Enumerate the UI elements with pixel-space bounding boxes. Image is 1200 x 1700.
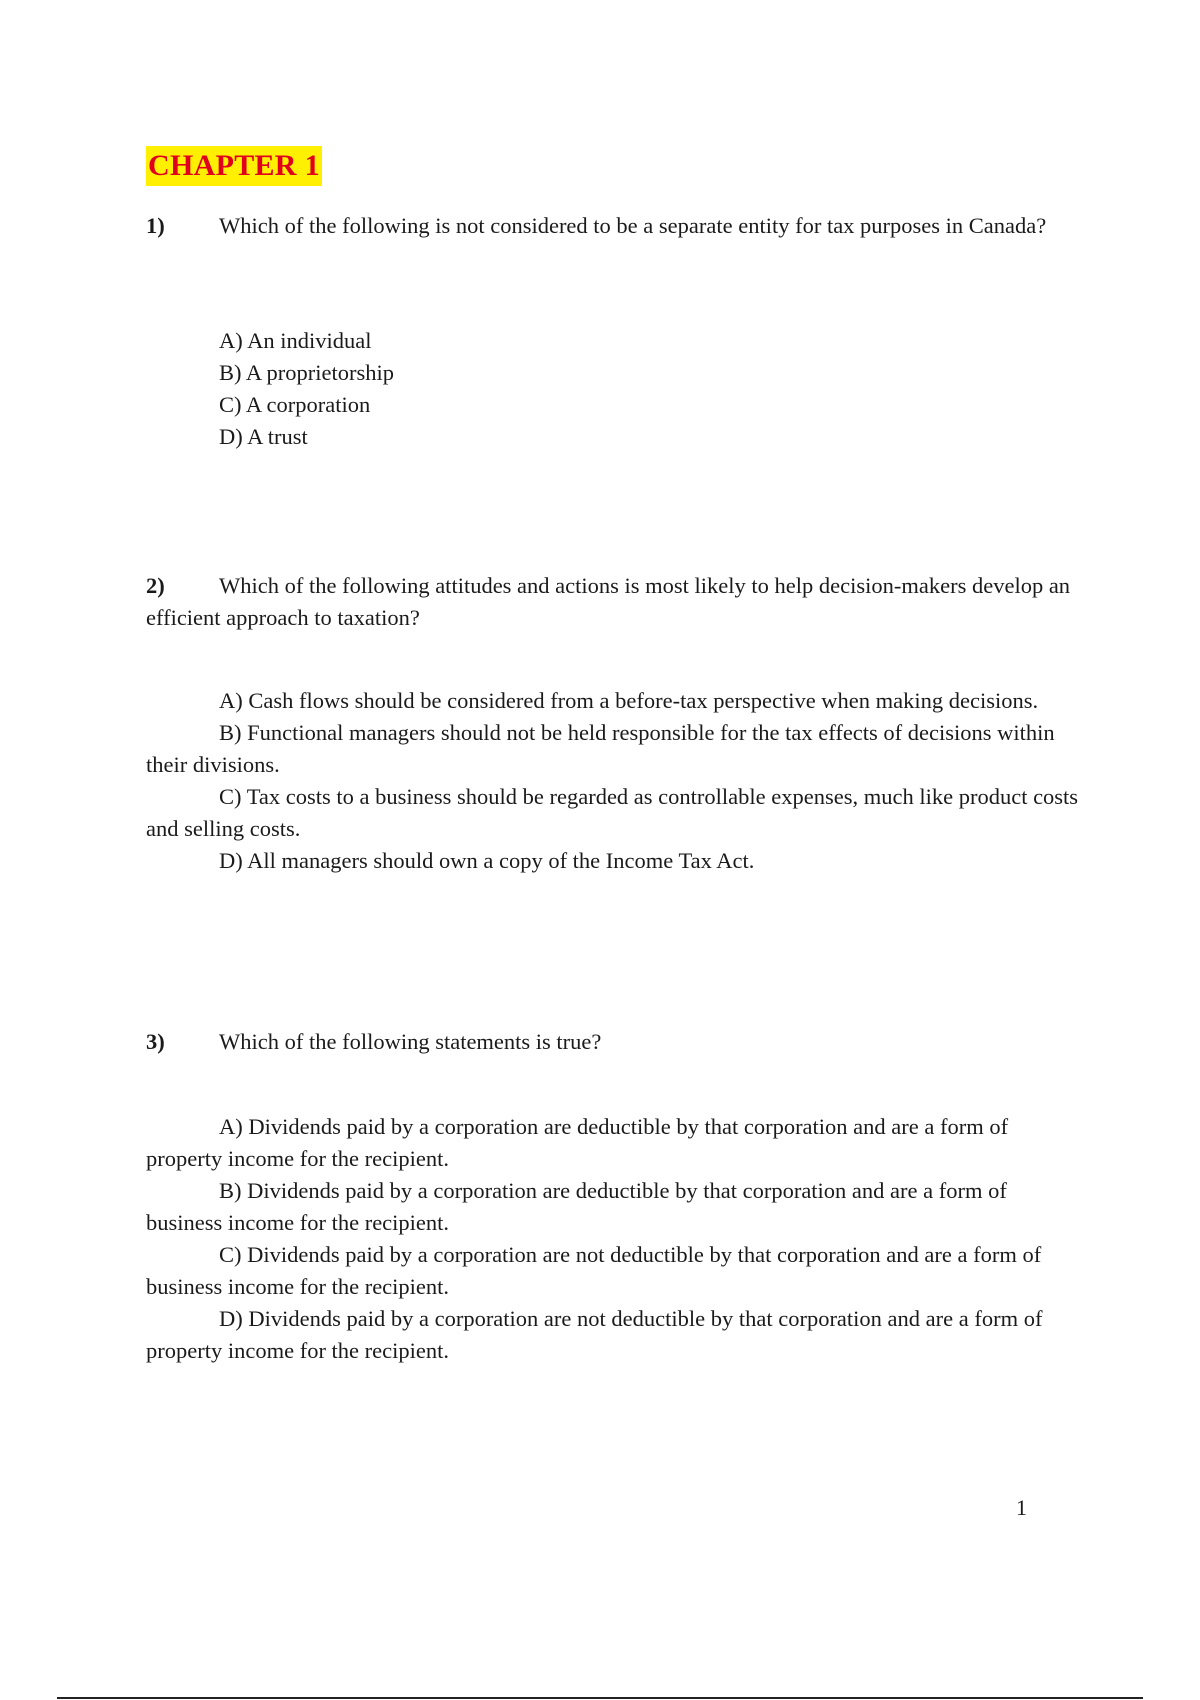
question-2 (146, 570, 1086, 634)
option-d: D) Dividends paid by a corporation are not deductible by that corporation and are a form of property income for the recipient. (146, 1306, 1043, 1363)
option-b: B) Dividends paid by a corporation are deductible by that corporation and are a form of business income for the recipient. (146, 1178, 1007, 1235)
question-number: 3) (146, 1029, 165, 1054)
option-a: A) Cash flows should be considered from a before-tax perspective when making decisions. (219, 688, 1039, 713)
question-number: 1) (146, 213, 165, 238)
question-text: Which of the following statements is true? (219, 1029, 602, 1054)
question-2-options (146, 685, 1086, 877)
question-3-options (146, 1111, 1086, 1367)
option-d: D) A trust (219, 424, 308, 449)
option-d: D) All managers should own a copy of the Income Tax Act. (219, 848, 755, 873)
question-1-options (146, 325, 1086, 453)
chapter-title: CHAPTER 1 (146, 146, 322, 186)
option-a: A) An individual (219, 328, 372, 353)
footer-divider (57, 1697, 1143, 1699)
page-number: 1 (1016, 1495, 1027, 1520)
option-c: C) Dividends paid by a corporation are not deductible by that corporation and are a form of business income for the recipient. (146, 1242, 1042, 1299)
option-c: C) A corporation (219, 392, 371, 417)
question-text: Which of the following attitudes and actions is most likely to help decision-makers develop an efficient approach to taxation? (146, 573, 1071, 630)
question-1 (146, 210, 1086, 242)
question-3 (146, 1026, 1086, 1058)
option-a: A) Dividends paid by a corporation are deductible by that corporation and are a form of property income for the recipient. (146, 1114, 1009, 1171)
question-number: 2) (146, 573, 165, 598)
question-text: Which of the following is not considered to be a separate entity for tax purposes in Canada? (219, 213, 1047, 238)
option-c: C) Tax costs to a business should be regarded as controllable expenses, much like product costs and selling costs. (146, 784, 1079, 841)
option-b: B) Functional managers should not be held responsible for the tax effects of decisions within their divisions. (146, 720, 1055, 777)
option-b: B) A proprietorship (219, 360, 394, 385)
